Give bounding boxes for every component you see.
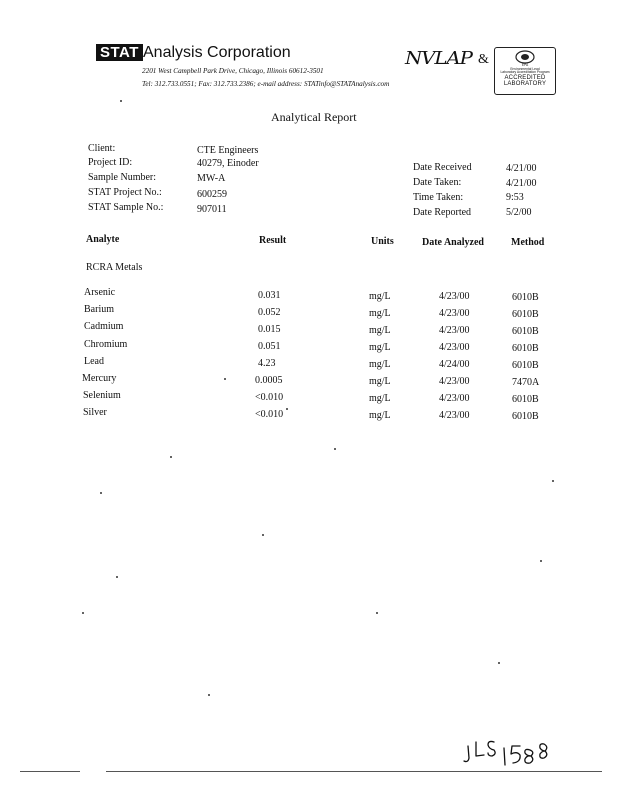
row-units: mg/L [369, 393, 391, 404]
company-name: Analysis Corporation [143, 44, 291, 61]
accreditation-line4: LABORATORY [503, 81, 547, 88]
row-result: 0.051 [258, 341, 281, 352]
row-units: mg/L [369, 342, 391, 353]
time-taken-label: Time Taken: [413, 192, 464, 203]
company-address: 2201 West Campbell Park Drive, Chicago, Illinois 60612-3501 [142, 67, 324, 75]
scan-speck [120, 100, 122, 102]
row-result: 0.0005 [255, 375, 283, 386]
row-units: mg/L [369, 308, 391, 319]
date-taken-value: 4/21/00 [506, 178, 537, 189]
section-rcra-metals: RCRA Metals [86, 262, 143, 273]
report-title: Analytical Report [271, 110, 357, 124]
date-reported-value: 5/2/00 [506, 207, 532, 218]
scan-speck [552, 480, 554, 482]
scan-speck [498, 662, 500, 664]
row-method: 6010B [512, 309, 539, 320]
scan-speck [82, 612, 84, 614]
header-result: Result [259, 235, 287, 246]
row-method: 6010B [512, 360, 539, 371]
row-method: 7470A [512, 377, 540, 388]
handwritten-note [462, 734, 552, 768]
row-units: mg/L [369, 410, 391, 421]
row-method: 6010B [512, 292, 539, 303]
row-result: <0.010 [255, 392, 284, 403]
header-method: Method [511, 237, 545, 248]
stat-sample-value: 907011 [197, 204, 227, 215]
row-method: 6010B [512, 343, 539, 354]
row-analyte: Lead [84, 356, 104, 367]
accreditation-line1: Environmental Lead [510, 66, 540, 71]
scan-speck [262, 534, 264, 536]
row-analyte: Chromium [84, 339, 128, 350]
scan-speck [376, 612, 378, 614]
time-taken-value: 9:53 [506, 192, 524, 203]
scan-speck [224, 378, 226, 380]
stat-logo: STAT [96, 44, 143, 61]
row-date: 4/24/00 [439, 359, 470, 370]
row-analyte: Cadmium [84, 321, 124, 332]
stat-sample-label: STAT Sample No.: [88, 202, 164, 213]
scan-speck [286, 408, 288, 410]
epa-seal-icon [514, 50, 536, 64]
row-result: <0.010 [255, 409, 284, 420]
row-date: 4/23/00 [439, 393, 470, 404]
scan-speck [540, 560, 542, 562]
company-contact: Tel: 312.733.0551; Fax: 312.733.2386; e-mail address: STATinfo@STATAnalysis.com [142, 80, 390, 88]
scan-edge-line [20, 771, 80, 772]
row-date: 4/23/00 [439, 308, 470, 319]
header-units: Units [371, 236, 394, 247]
row-analyte: Selenium [83, 390, 121, 401]
scan-speck [116, 576, 118, 578]
row-units: mg/L [369, 291, 391, 302]
row-analyte: Mercury [82, 373, 117, 384]
sample-number-value: MW-A [197, 173, 226, 184]
row-result: 0.031 [258, 290, 281, 301]
row-result: 0.052 [258, 307, 281, 318]
scan-speck [208, 694, 210, 696]
client-value: CTE Engineers [197, 145, 259, 156]
client-label: Client: [88, 143, 116, 154]
row-analyte: Barium [84, 304, 114, 315]
header-analyte: Analyte [86, 234, 120, 245]
row-units: mg/L [369, 325, 391, 336]
row-result: 0.015 [258, 324, 281, 335]
row-analyte: Arsenic [84, 287, 116, 298]
date-received-value: 4/21/00 [506, 163, 537, 174]
row-units: mg/L [369, 376, 391, 387]
stat-project-value: 600259 [197, 189, 227, 200]
date-taken-label: Date Taken: [413, 177, 462, 188]
header-date-analyzed: Date Analyzed [422, 237, 484, 248]
project-id-label: Project ID: [88, 157, 133, 168]
accreditation-line2: Laboratory Accreditation Program [500, 70, 550, 75]
row-units: mg/L [369, 359, 391, 370]
row-method: 6010B [512, 411, 539, 422]
scan-edge-line [106, 771, 602, 772]
ampersand: & [478, 52, 489, 67]
row-date: 4/23/00 [439, 410, 470, 421]
row-date: 4/23/00 [439, 291, 470, 302]
accreditation-badge [494, 47, 556, 95]
project-id-value: 40279, Einoder [197, 158, 259, 169]
accreditation-epa: EPA [521, 63, 529, 67]
sample-number-label: Sample Number: [88, 172, 157, 183]
row-result: 4.23 [258, 358, 276, 369]
row-method: 6010B [512, 394, 539, 405]
scan-speck [100, 492, 102, 494]
scan-speck [334, 448, 336, 450]
accreditation-line3: ACCREDITED [504, 74, 546, 81]
row-date: 4/23/00 [439, 342, 470, 353]
date-reported-label: Date Reported [413, 207, 472, 218]
stat-project-label: STAT Project No.: [88, 187, 162, 198]
row-date: 4/23/00 [439, 376, 470, 387]
scan-speck [170, 456, 172, 458]
row-analyte: Silver [83, 407, 107, 418]
nvlap-logo: NVLAP [404, 48, 472, 69]
row-method: 6010B [512, 326, 539, 337]
date-received-label: Date Received [413, 162, 472, 173]
row-date: 4/23/00 [439, 325, 470, 336]
